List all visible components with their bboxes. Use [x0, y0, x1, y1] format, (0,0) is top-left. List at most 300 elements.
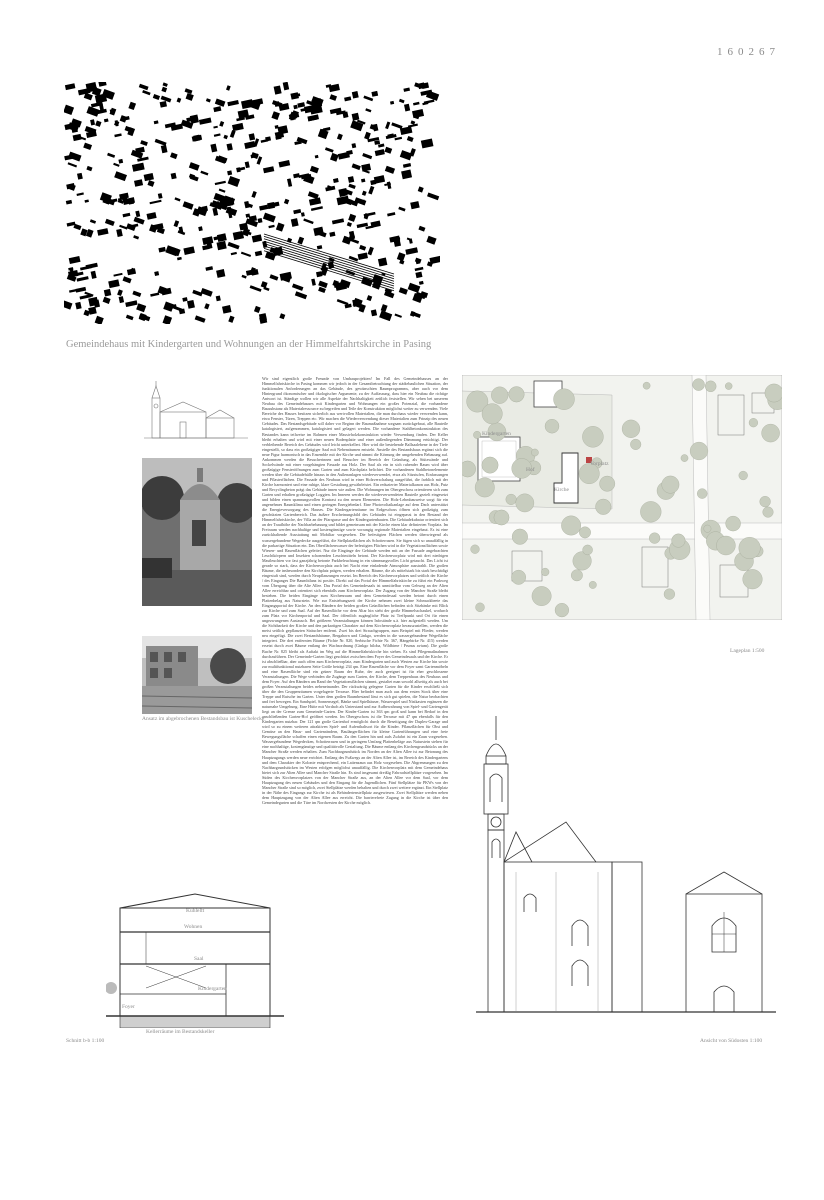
building-block: [155, 139, 167, 146]
tree-symbol: [589, 581, 596, 588]
building-block: [303, 218, 313, 224]
page-title: Gemeindehaus mit Kindergarten und Wohnungen an der Himmelfahrtskirche in Pasing: [66, 339, 432, 350]
building-block: [293, 105, 298, 110]
section-label-basement: Kellerräume im Bestandskeller: [146, 1029, 215, 1035]
building-block: [263, 166, 274, 173]
building-block: [65, 83, 76, 90]
tree-symbol: [716, 536, 735, 555]
tree-symbol: [743, 569, 763, 589]
tree-symbol: [681, 455, 688, 462]
building-block: [279, 160, 291, 168]
building-block: [189, 162, 200, 171]
site-label-hof: Hof: [526, 467, 535, 473]
building-block: [126, 315, 134, 321]
building-block: [413, 102, 420, 106]
section-label-middle: Saal: [194, 956, 204, 962]
building-block: [385, 166, 395, 174]
building-block: [362, 191, 367, 196]
tree-symbol: [739, 537, 761, 559]
building-block: [263, 213, 276, 223]
tree-symbol: [643, 382, 650, 389]
building-block: [200, 171, 208, 176]
building-block: [317, 245, 323, 249]
building-block: [374, 175, 385, 184]
building-block: [64, 105, 74, 115]
building-block: [228, 242, 240, 250]
building-block: [128, 102, 136, 110]
building-block: [104, 118, 109, 122]
building-block: [86, 263, 98, 269]
tree-symbol: [579, 527, 590, 538]
building-block: [329, 94, 337, 101]
building-block: [140, 140, 148, 146]
building-block: [398, 207, 405, 212]
building-block: [205, 266, 213, 271]
building-block: [375, 149, 385, 156]
building-block: [134, 217, 145, 225]
building-block: [69, 289, 77, 293]
building-block: [332, 218, 344, 224]
building-block: [374, 140, 380, 145]
tree-symbol: [561, 516, 580, 535]
building-block: [410, 201, 419, 209]
building-block: [95, 316, 104, 324]
tree-symbol: [482, 457, 498, 473]
building-block: [421, 138, 434, 148]
building-block: [368, 247, 374, 256]
building-block: [219, 189, 226, 193]
building-block: [231, 252, 237, 255]
building-block: [318, 287, 326, 293]
building-block: [291, 218, 299, 227]
building-block: [108, 279, 119, 288]
building-block: [170, 152, 178, 159]
building-block: [293, 209, 301, 214]
building-block: [165, 245, 178, 256]
building-block: [268, 225, 274, 228]
building-block: [119, 193, 129, 200]
tree-symbol: [555, 603, 569, 617]
tree-symbol: [554, 389, 575, 410]
building-block: [395, 137, 403, 141]
building-block: [411, 120, 416, 124]
building-block: [214, 133, 221, 137]
tree-symbol: [494, 510, 509, 525]
building-block: [212, 208, 218, 216]
church-elevation: [476, 712, 776, 1040]
tree-symbol: [622, 420, 640, 438]
building-block: [301, 212, 305, 216]
section-drawing: [106, 888, 284, 1035]
tree-symbol: [571, 570, 582, 581]
building-block: [158, 193, 163, 199]
building-block: [270, 274, 279, 280]
building-block: [119, 296, 124, 303]
building-block: [255, 251, 262, 257]
building-block: [244, 201, 250, 208]
tree-symbol: [516, 494, 534, 512]
building-block: [110, 108, 117, 116]
building-block: [258, 218, 263, 223]
building-block: [217, 233, 227, 242]
building-block: [371, 221, 381, 228]
building-block: [171, 173, 177, 180]
building-block: [135, 211, 140, 218]
building-block: [412, 312, 421, 318]
building-block: [95, 121, 101, 127]
tree-symbol: [672, 534, 686, 548]
building-block: [158, 247, 165, 253]
tree-symbol: [693, 379, 705, 391]
building-block: [371, 91, 378, 97]
building-block: [415, 272, 422, 279]
building-block: [97, 228, 108, 236]
project-description: Wir sind eigentlich große Freunde von Umbauprojekten! Im Fall des Gemeindehauses an der Himmelfahrtskirche in Pasing kommen wir jedoch in der Gesamtbetrachtung der städtebaulichen Situation, der funktionalen Anforderungen an das Gebäude, des gewünschten Raumprogramms, aber auch vor dem Hintergrund ökonomischer und ökologischer Argumente, zu der Auffassung, dass hier ein Neubau die richtige Antwort ist. Ständige wollen wir alle Aspekte der Nachhaltigkeit zeitlich feststellen. Wir sehen bei unserem Neubau des Gemeindehauses mit Kindergarten und Wohnungen ein großes Potenzial, die vorhandene Bausubstanz als Materialressource zu begreifen und Teile der Konstruktion möglichst weiter zu verwenden. Viele Bereiche des Hauses besitzen sicherlich aus wertvollen Materialien, die man durchaus wieder verwenden kann, etwa Fenster, Türen, Treppen etc. Wir machen die Wiederverwendung dieser Materialien zum Prinzip des neuen Gebäudes. Das Bestandsgebäude soll daher vor Beginn der Baumaßnahme sorgsam zurückgebaut, alle Bauteile katalogisiert, aufgenommen, katalogisiert und gelagert werden. Die vorhandene Stahlbetonkonstruktion des Bestandes kann teilweise im Rahmen einer Massivholzkonstruktion wieder Verwendung finden. Der Keller bleibt erhalten und wird mit einer neuen Bodenplatte und einer außenliegenden Dämmung ertüchtigt. Der verbleibende Bereich des Gebäudes wird leicht unterkellert. Hier wird die bestehende Ballsaalebene in der Tiefe eingestellt, so dass ein großzügiger Saal mit Nebenräumen entsteht. Anstelle des Bestandsbaus ergänzt sich die neue Figur harmonisch in das Ensemble mit der Kirche und nimmt die Körnung der umgebenden Bebauung auf. Ankommen werden die Besucherinnen und Besucher im Bereich der Gründung, als Stützwände und Sockelwände mit einer vorgehängten Fassade aus Holz. Der Saal als ein in sich ruhender Raum wird über großzügige Fensteröffnungen zum Garten und zum Kirchplatz belichtet. Die vorhandenen Stahlbetonelemente werden über die Gebäudehülle hinaus in den Außenanlagen wiederverwendet, etwa als Sitzstufen, Einfassungen und Pflasterflächen. Die Fassade des Neubaus wird in einer Holzverschalung ausgeführt, die farblich mit der Kirche harmoniert und eine ruhige, klare Gestaltung gewährleistet. Ein reduzierter Materialkanon aus Holz, Putz und Recyclingbeton prägt das Gebäude innen wie außen. Die Wohnungen im Obergeschoss orientieren sich zum Garten und erhalten großzügige Loggien. Im Inneren werden die wiederverwendeten Bauteile gezielt eingesetzt und bilden einen spannungsvollen Kontrast zu den neuen Elementen. Die Holz-Lehmbauweise sorgt für ein angenehmes Raumklima und einen geringen Energiebedarf. Eine Photovoltaikanlage auf dem Dach unterstützt die Energieversorgung des Hauses. Die Kindergartenräume im Erdgeschoss öffnen sich großzügig zum geschützten Gartenbereich. Das äußere Erscheinungsbild des Gebäudes ist eingepasst in den Bestand der Himmelfahrtskirche, der Villa an der Pfarrgasse und der Kindergartenbauten. Die Gebäudekubatur orientiert sich an der Traufhöhe der Nachbarbebauung und bildet gemeinsam mit der Kirche einen klar definierten Vorplatz. Im Freiraum werden nachhaltige und kostengünstige sowie vorrangig regionale Materialien eingebaut. Es ist eine zurückhaltende Ausstattung mit Mobiliar vorgesehen. Die befestigten Flächen werden überwiegend als wassergebundene Wegedecke ausgeführt, die Stellplatzflächen als Schotterrasen. Sie fügen sich so unauffällig in die parkartige Situation ein. Das Oberflächenwasser der befestigten Flächen wird in die Vegetationsflächen sowie Wiesen- und Rasenflächen geleitet. Nur die Eingänge der Gebäude werden mit an der Fassade angebrachten Leuchtkörpern und Insekten schonenden Leuchtmitteln betont. Der Kirchenvorplatz wird mit drei niedrigen Mastleuchten vor fast ganzjährig betonte Parkbeleuchtung in ein stimmungsvolles Licht getaucht. Das Licht ist gerade so stark, dass der Kirchenvorplatz auch bei Nacht eine einladende Atmosphäre ausstrahlt. Die großen Bäume, die insbesondere den Kirchplatz prägen, werden erhalten. Bäume, die als mittelstark bis stark beschädigt eingestuft sind, werden durch Neupflanzungen ersetzt. Im Bereich des Kirchenvorplatzes und seitlich der Kirche / des Einganges Die Baumbilanz ist positiv. Direkt auf das Portal der Himmelfahrtskirche zu führt ein Parkweg vom Übergang über die Alte Allee. Das Portal des Gemeindesaals ist unmittelbar vom Gehweg an der Alten Allee erreichbar und orientiert sich ebenfalls zum Kirchenvorplatz. Der Zugang von der Mancher Straße bleibt bestehen. Die beiden Eingänge zum Kirchenraum und dem Gemeindesaal werden betont durch einen Plattenbelag aus Naturstein. Wie zur Entstehungszeit der Kirche nehmen zwei kleine Schmuckbeete das Eingangsportal der Kirche. An den Rändern der beiden großen Grünflächen befinden sich Sitzbänke mit Blick zur Kirche und zum Saal. Auf der Rasenfläche vor dem Altar hin steht der große Himmelsschaukel, wodurch zum Platz vor Kirchenportal und Saal. Der öffentlich zugängliche Platz ist Treffpunkt und Ort für einen ungezwungenen Austausch. Bei größeren Veranstaltungen können Infostände u.ä. hier aufgestellt werden. Um die Sichtbarkeit der Kirche und den parkartigen Charakter auf dem Kirchenvorplatz herauszustellen, werden die meist seitlich gepflanzten Sträucher entfernt. Zwei bis drei Strauchgruppen, zum Beispiel mit Flieder, werden neu eingefügt. Die zwei Bestandsbäume, Bergahorn und Ginkgo, werden in die wassergebundene Wegefläche integriert. Die drei entfernten Bäume (Fichte Nr. 820, Serbische Fichte Nr. 367, Hängebirke Nr. 415) werden ersetzt durch zwei Bäume entlang der Wachsordnung (Ginkgo biloba, Wildbirne / Prunus avium). Die große Buche Nr. 825 bleibt als Auftakt im Weg auf die Himmelfahrtskirche hin stehen. Es sind Pflegemaßnahmen durchzuführen. Der Gemeinde-Garten liegt geschützt zwischen dem Foyer des Gemeindesaals und der Kirche. Er ist abschließbar, aber auch offen zum Kirchenvorplatz, zum Kindergarten und auch Westen zur Kirche hin sowie zur multifunktional nutzbaren Seite Größe beträgt 234 qm. Eine Rasenfläche vor dem Foyer samt Gartenmöbeln und eine Rasenfläche sind ein grüner Raum der Ruhe, der auch geeignet ist für eher geschlossene Veranstaltungen. Die Wege verbinden die Zugänge zum Garten, der Kirche, dem Treppenhaus des Neubaus und dem Foyer. Auf den Rändern am Rand der Vegetationsflächen stimmt, gestaltet man sowohl allseitig als auch bei großen Veranstaltungen beides nebeneinander. Der rückwärtig gelegene Garten für die Kinder erschließt sich über die den Gruppenräumen vorgelagerte Terrasse. Hier befindet man auch aus dem ersten Stock über eine Treppe und Rutsche im Garten. Unter dem großen Baumbestand lässt es sich gut spielen, die Natur beobachten und frei bewegen. Ein Sandspiel, Sonnensegel, Bänke und Spielhäuser, Wasserspiel und Nistkasten ergänzen die naturnahe Umgebung. Eine Hütte mit Vordach als Unterstand und zur Aufbewahrung von Spiel- und Gartengerät liegt an der Grenze zum Gemeinde-Garten. Der Kinder-Garten ist 363 qm groß und kann bei Bedarf in den anschließenden Garten-Hof geöffnet werden. Im Obergeschoss ist die Terrasse mit 47 qm ebenfalls für den Kindergarten nutzbar. Der 121 qm große Gartenhof ermöglicht durch die Beseitigung der Duplex-Garage und wird so zu einem weiteren attraktiven Spiel- und Aufenthaltsort für die Kinder. Pflanzflächen für Obst und Gemüse an den Haus- und Gartenrändern, Baulängerflächen für kleine Gartenführungen und eine freie Bewegungsfläche schaffen einen eigenen Raum. Zu den Garten hin und aufs Zufahrt ist ein Zaun vorgesehen. Wassergebundene Wegedecken, Schotterrasen und in geringem Umfang Plattenbeläge aus Naturstein stehen für eine nachhaltige, kostengünstige und qualitätvolle Gestaltung. Die Bäume entlang des Kirchengrundstücks an der Mancher Straße werden erhalten. Zum Nachbargrundstück im Norden an der Alten Allee ist zur Betonung des Hauptzugangs werden neue errichtet. Entlang des Fußwegs an der Alten Allee ist, im Bereich des Kindergartens und dem Charakter der Kolonie entsprechend, ein Lattenzaun aus Holz vorgesehen. Die Abgrenzungen zu den Nachbargrundstücken im Westen erfolgen möglichst unauffällig. Die Kirchenvorplatz mit dem Gemeindehaus bietet sich zur Alten Allee und Mancher Straße hin. Es sind insgesamt dreißig Fahrradstellplätze vorgesehen. Im Süden des Kirchenvorplatzes von der Mancher Straße aus, an der Alten Allee vor dem Saal, vor dem Hauptzugang des neuen Gebäudes und den Eingang für die Jugendlichen. Fünf Stellplätze für PKWs von der Mancher Straße sind so möglich, zwei Stellplätze werden behalten und durch zwei weitere ergänzt. Ein Stellplatz in der Nähe des Eingangs zur Kirche ist als Behindertenstellplatz ausgewiesen. Zwei Stellplätze werden neben dem Hauptzugang von der Alten Allee aus erreicht. Die barrierefreie Zugang in die Kirche ist über den Gemeindegarten und die Türe im Nordwesten der Kirche möglich.: [262, 376, 448, 805]
building-block: [277, 125, 288, 134]
building-block: [310, 166, 319, 174]
building-block: [241, 99, 254, 109]
building-block: [210, 144, 217, 153]
tree-symbol: [491, 387, 508, 404]
building-block: [213, 106, 221, 112]
tree-symbol: [749, 418, 758, 427]
elevation-caption: Ansicht von Südosten 1:100: [700, 1038, 763, 1044]
building-block: [265, 136, 271, 141]
building-block: [364, 132, 371, 140]
building-block: [362, 153, 372, 159]
tree-symbol: [511, 570, 525, 584]
tree-symbol: [697, 489, 707, 499]
building-block: [387, 212, 395, 216]
tree-symbol: [471, 545, 480, 554]
building-block: [198, 226, 203, 231]
tree-symbol: [739, 471, 748, 480]
building-block: [114, 171, 127, 181]
building-block: [132, 163, 145, 172]
building-block: [279, 313, 285, 319]
historic-church-photo: [142, 458, 252, 606]
building-block: [385, 122, 390, 130]
building-block: [311, 206, 323, 211]
building-block: [276, 223, 285, 232]
building-block: [186, 93, 194, 101]
building-block: [399, 287, 408, 294]
building-block: [363, 96, 373, 102]
church-elevation-thumbnail: [140, 378, 252, 452]
tree-symbol: [582, 426, 603, 447]
building-block: [415, 258, 422, 264]
tree-symbol: [512, 529, 528, 545]
building-block: [147, 180, 154, 187]
building-block: [418, 226, 425, 232]
building-block: [316, 271, 323, 277]
building-block: [415, 267, 424, 271]
site-label-vorplatz: Vorplatz: [590, 461, 609, 467]
building-block: [64, 301, 72, 310]
tree-symbol: [763, 507, 774, 518]
building-block: [344, 96, 351, 101]
tree-symbol: [482, 404, 502, 424]
building-block: [352, 299, 360, 307]
building-block: [215, 99, 226, 107]
tree-symbol: [476, 603, 485, 612]
building-block: [75, 287, 86, 293]
building-block: [254, 306, 261, 313]
building-block: [330, 153, 339, 162]
tree-symbol: [762, 424, 780, 442]
building-block: [367, 295, 373, 301]
building-block: [103, 297, 111, 304]
tree-symbol: [596, 499, 612, 515]
section-caption: Schnitt b-b 1:100: [66, 1038, 105, 1044]
building-block: [85, 199, 89, 202]
building-block: [397, 252, 406, 261]
building-block: [201, 288, 213, 297]
building-block: [308, 191, 319, 199]
building-block: [226, 207, 238, 216]
building-block: [132, 291, 141, 297]
building-block: [90, 119, 95, 125]
building-block: [66, 200, 72, 205]
building-block: [373, 124, 379, 131]
site-plan: [462, 375, 782, 620]
figure-ground-plan: [64, 82, 440, 324]
building-block: [142, 90, 150, 95]
tree-symbol: [705, 381, 716, 392]
building-block: [346, 150, 353, 155]
building-block: [404, 104, 410, 112]
building-block: [245, 161, 250, 168]
building-block: [403, 163, 411, 168]
building-block: [230, 130, 236, 138]
building-block: [163, 82, 168, 86]
building-block: [309, 197, 321, 205]
building-block: [228, 316, 234, 323]
tree-symbol: [640, 501, 661, 522]
tree-symbol: [704, 525, 711, 532]
building-block: [399, 260, 404, 265]
building-block: [90, 219, 96, 223]
tree-symbol: [473, 431, 480, 438]
building-block: [77, 276, 89, 281]
building-block: [113, 163, 119, 167]
building-block: [174, 197, 180, 201]
tree-symbol: [509, 387, 525, 403]
building-block: [352, 163, 361, 170]
tree-symbol: [726, 516, 741, 531]
building-block: [429, 256, 440, 264]
building-block: [150, 200, 162, 205]
building-block: [75, 302, 81, 309]
building-block: [405, 247, 418, 255]
building-block: [183, 201, 194, 210]
building-block: [105, 219, 115, 226]
building-block: [263, 287, 269, 291]
building-block: [114, 133, 121, 137]
building-block: [352, 143, 357, 148]
building-block: [83, 143, 92, 150]
building-block: [252, 234, 262, 242]
building-block: [307, 114, 319, 121]
building-block: [139, 84, 149, 90]
building-block: [227, 170, 232, 175]
building-block: [77, 173, 83, 180]
building-block: [183, 246, 195, 255]
tree-symbol: [649, 533, 660, 544]
building-block: [390, 101, 394, 105]
building-block: [419, 281, 424, 285]
building-block: [233, 231, 244, 240]
tree-symbol: [630, 439, 641, 450]
tree-symbol: [600, 476, 615, 491]
section-label-top: Wohnen: [184, 924, 203, 930]
building-block: [153, 94, 160, 100]
building-block: [297, 102, 305, 108]
building-block: [116, 229, 123, 237]
building-block: [325, 147, 334, 152]
building-block: [352, 113, 360, 121]
building-block: [216, 296, 221, 302]
building-block: [123, 213, 131, 218]
building-block: [134, 179, 143, 187]
building-block: [348, 214, 356, 222]
building-block: [228, 176, 240, 187]
kindergarten-photo: [142, 636, 252, 714]
building-block: [135, 147, 145, 154]
building-block: [284, 199, 289, 205]
building-block: [217, 241, 227, 250]
building-block: [259, 205, 268, 211]
building-block: [427, 193, 439, 201]
building-block: [241, 252, 251, 257]
building-block: [204, 303, 209, 309]
building-block: [287, 178, 292, 186]
building-block: [88, 307, 97, 315]
building-block: [249, 133, 256, 140]
building-block: [222, 305, 231, 314]
building-block: [199, 118, 212, 125]
tree-symbol: [531, 449, 538, 456]
building-block: [348, 184, 355, 189]
sheet-id: 160267: [717, 46, 780, 58]
building-block: [378, 258, 387, 267]
building-block: [407, 136, 414, 142]
tree-symbol: [545, 419, 559, 433]
building-block: [193, 135, 200, 142]
building-block: [91, 271, 97, 279]
building-block: [174, 220, 180, 227]
building-block: [161, 87, 167, 93]
building-block: [384, 147, 392, 154]
building-block: [123, 276, 132, 283]
building-block: [219, 121, 224, 127]
building-block: [154, 271, 159, 276]
building-block: [104, 289, 111, 297]
tree-symbol: [664, 589, 675, 600]
building-block: [361, 179, 365, 183]
building-block: [161, 145, 168, 153]
building-block: [315, 155, 319, 159]
building-block: [283, 82, 289, 90]
building-block: [113, 273, 122, 277]
building-block: [295, 291, 307, 299]
site-label-kindergarten: Kindergarten: [482, 431, 511, 437]
kindergarten-photo-caption: Ansatz im abgebrochenen Bestandsbau ist Kuschelecke: [142, 716, 265, 722]
building-block: [232, 123, 244, 131]
building-block: [185, 88, 193, 94]
tree-symbol: [765, 384, 782, 402]
building-block: [226, 85, 231, 90]
building-block: [117, 289, 123, 296]
tree-symbol: [506, 494, 517, 505]
building-block: [365, 108, 371, 112]
building-block: [378, 144, 384, 148]
site-plan-caption: Lageplan 1:500: [730, 648, 765, 654]
building-block: [267, 202, 275, 209]
building-block: [337, 299, 349, 305]
section-label-roof: Kuhlelft: [186, 908, 205, 914]
building-block: [150, 292, 159, 296]
section-label-foyer: Foyer: [122, 1004, 135, 1010]
tree-symbol: [532, 586, 551, 605]
building-block: [347, 222, 352, 227]
building-block: [177, 257, 182, 260]
building-block: [227, 100, 239, 106]
building-block: [107, 153, 115, 158]
building-block: [161, 96, 172, 103]
building-block: [98, 82, 106, 87]
building-block: [333, 178, 339, 183]
building-block: [348, 176, 354, 183]
building-block: [249, 215, 257, 222]
section-label-right: Kindergarten: [198, 986, 227, 992]
building-block: [379, 311, 392, 322]
building-block: [213, 126, 218, 129]
building-block: [86, 166, 92, 171]
building-block: [418, 186, 424, 192]
building-block: [160, 101, 167, 108]
building-block: [337, 134, 343, 141]
building-block: [162, 315, 172, 324]
building-block: [136, 303, 146, 312]
building-block: [68, 162, 77, 167]
building-block: [125, 300, 137, 307]
building-block: [403, 88, 410, 92]
building-block: [206, 98, 211, 102]
building-block: [68, 152, 81, 162]
building-block: [399, 99, 405, 103]
building-block: [187, 300, 195, 309]
building-block: [144, 173, 154, 181]
building-block: [311, 279, 316, 286]
building-block: [297, 237, 304, 245]
building-block: [329, 232, 335, 237]
building-block: [368, 186, 374, 195]
building-block: [69, 256, 81, 264]
building-block: [352, 91, 359, 99]
tree-symbol: [583, 545, 593, 555]
building-block: [227, 143, 233, 150]
building-block: [190, 114, 199, 123]
building-block: [251, 191, 256, 198]
building-block: [154, 120, 159, 124]
building-block: [133, 235, 139, 239]
building-block: [394, 314, 401, 318]
building-block: [244, 141, 255, 149]
building-block: [118, 159, 123, 164]
tree-symbol: [690, 442, 708, 460]
building-block: [195, 315, 206, 322]
